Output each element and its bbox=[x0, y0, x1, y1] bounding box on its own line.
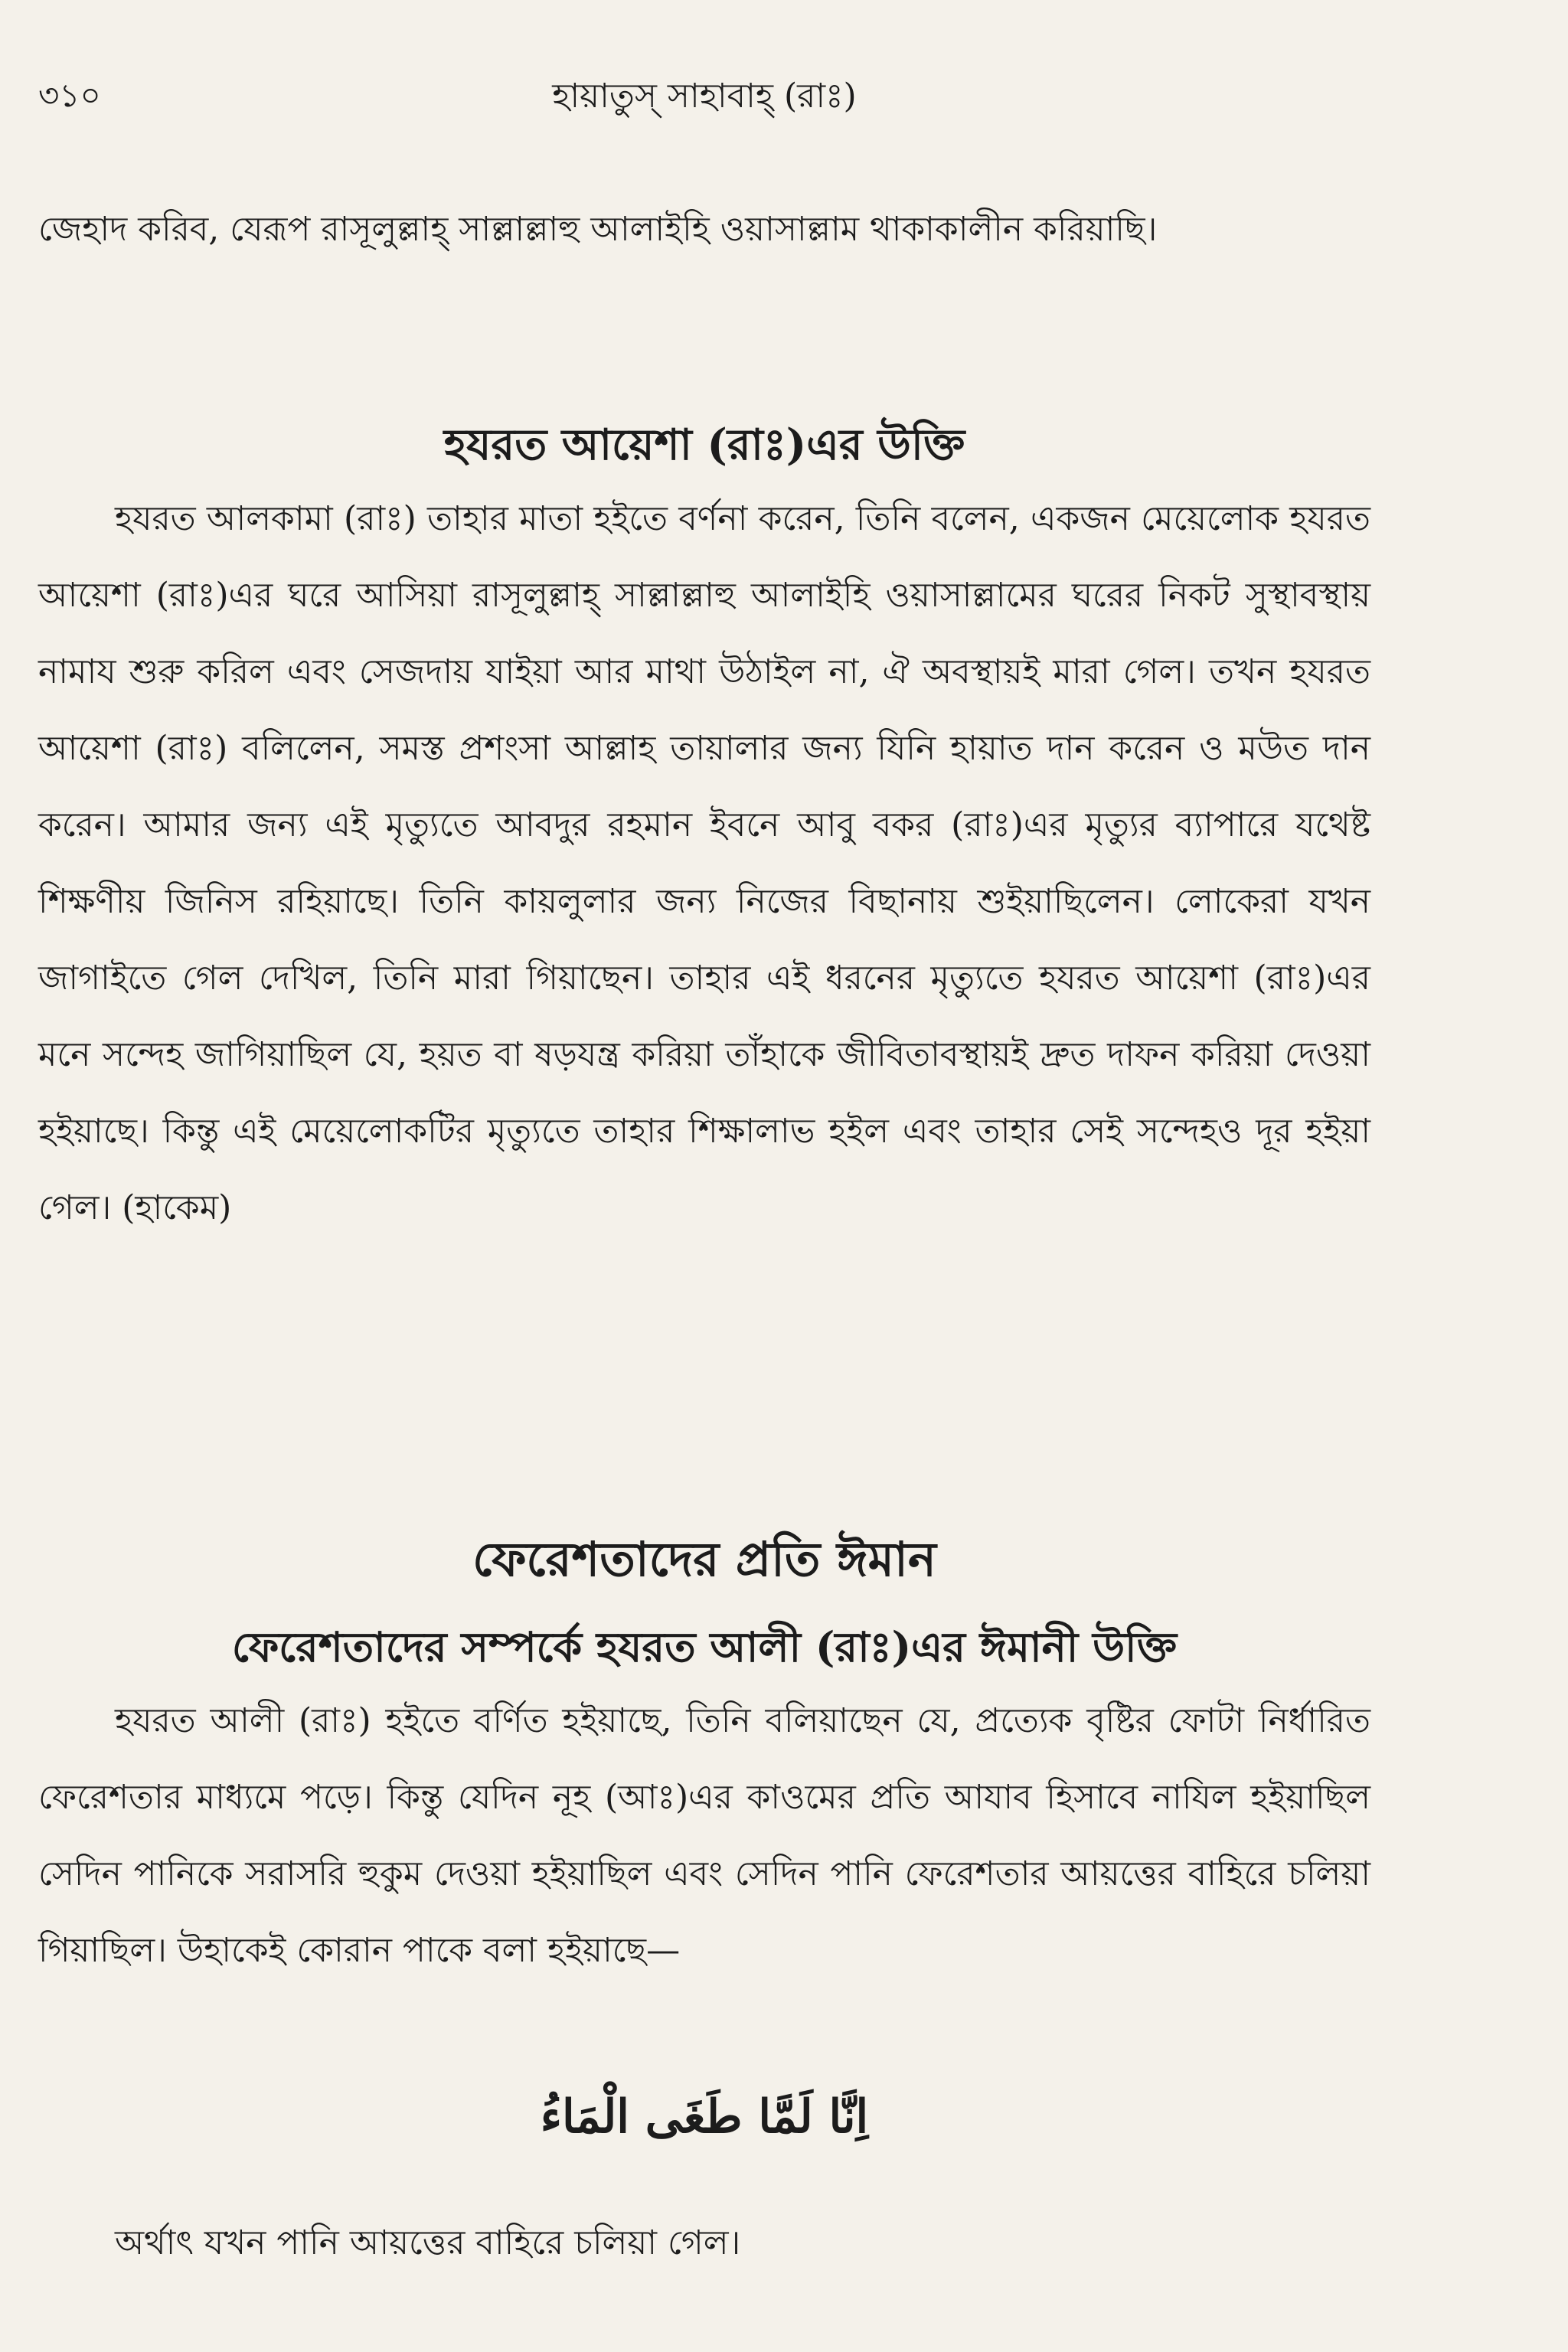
continuation-text: জেহাদ করিব, যেরূপ রাসূলুল্লাহ্ সাল্লাল্লাহু আলাইহি ওয়াসাল্লাম থাকাকালীন করিয়াছি। bbox=[38, 210, 1158, 249]
book-page bbox=[31, 0, 1378, 2352]
ali-paragraph bbox=[38, 1683, 1370, 1989]
section-heading-angels: ফেরেশতাদের প্রতি ঈমান bbox=[472, 1531, 936, 1587]
ayesha-text: হযরত আলকামা (রাঃ) তাহার মাতা হইতে বর্ণনা করেন, তিনি বলেন, একজন মেয়েলোক হযরত আয়েশা (রাঃ)এর ঘরে আসিয়া রাসূলুল্লাহ্ সাল্লাল্লাহু আলাইহি ওয়াসাল্লামের ঘরের নিকট সুস্থাবস্থায় নামায শুরু করিল এবং সেজদায় যাইয়া আর মাথা উঠাইল না, ঐ অবস্থায়ই মারা গেল। তখন হযরত আয়েশা (রাঃ) বলিলেন, সমস্ত প্রশংসা আল্লাহ তায়ালার জন্য যিনি হায়াত দান করেন ও মউত দান করেন। আমার জন্য এই মৃত্যুতে আবদুর রহমান ইবনে আবু বকর (রাঃ)এর মৃত্যুর ব্যাপারে যথেষ্ট শিক্ষণীয় জিনিস রহিয়াছে। তিনি কায়লুলার জন্য নিজের বিছানায় শুইয়াছিলেন। লোকেরা যখন জাগাইতে গেল দেখিল, তিনি মারা গিয়াছেন। তাহার এই ধরনের মৃত্যুতে হযরত আয়েশা (রাঃ)এর মনে সন্দেহ জাগিয়াছিল যে, হয়ত বা ষড়যন্ত্র করিয়া তাঁহাকে জীবিতাবস্থায়ই দ্রুত দাফন করিয়া দেওয়া হইয়াছে। কিন্তু এই মেয়েলোকটির মৃত্যুতে তাহার শিক্ষালাভ হইল এবং তাহার সেই সন্দেহও দূর হইয়া গেল। (হাকেম) bbox=[38, 499, 1370, 1227]
page-header bbox=[31, 70, 1378, 116]
ayesha-paragraph bbox=[38, 481, 1370, 1246]
arabic-verse: اِنَّا لَمَّا طَغَی الْمَاءُ bbox=[540, 2090, 869, 2144]
page-number: ৩১০ bbox=[38, 77, 101, 114]
running-title: হায়াতুস্ সাহাবাহ্ (রাঃ) bbox=[552, 77, 857, 116]
continuation-paragraph bbox=[38, 191, 1370, 268]
translation-text: অর্থাৎ যখন পানি আয়ত্তের বাহিরে চলিয়া গেল। bbox=[115, 2223, 741, 2262]
subheading-ali: ফেরেশতাদের সম্পর্কে হযরত আলী (রাঃ)এর ঈমানী উক্তি bbox=[231, 1622, 1178, 1671]
section-heading-ayesha: হযরত আয়েশা (রাঃ)এর উক্তি bbox=[443, 420, 965, 470]
ali-text: হযরত আলী (রাঃ) হইতে বর্ণিত হইয়াছে, তিনি বলিয়াছেন যে, প্রত্যেক বৃষ্টির ফোটা নির্ধারিত ফেরেশতার মাধ্যমে পড়ে। কিন্তু যেদিন নূহ (আঃ)এর কাওমের প্রতি আযাব হিসাবে নাযিল হইয়াছিল সেদিন পানিকে সরাসরি হুকুম দেওয়া হইয়াছিল এবং সেদিন পানি ফেরেশতার আয়ত্তের বাহিরে চলিয়া গিয়াছিল। উহাকেই কোরান পাকে বলা হইয়াছে— bbox=[38, 1701, 1370, 1970]
translation-paragraph bbox=[38, 2205, 1370, 2282]
